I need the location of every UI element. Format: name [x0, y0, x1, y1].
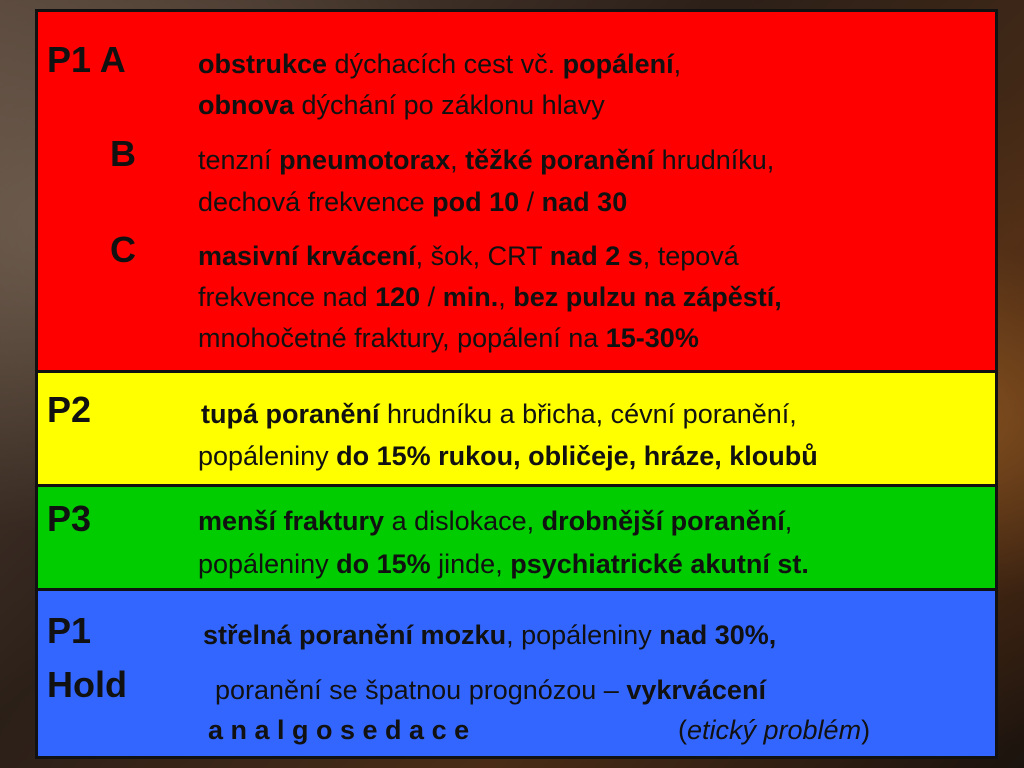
p2-line-2: [198, 440, 818, 472]
p1-a-line-2: [198, 89, 605, 121]
label-p1-a: P1 A: [47, 39, 126, 80]
text-segment: /: [519, 187, 542, 217]
text-segment: pod 10: [432, 187, 520, 217]
text-segment: a dislokace,: [384, 506, 542, 536]
text-segment: frekvence nad: [198, 282, 376, 312]
text-segment: dýchacích cest vč.: [327, 49, 563, 79]
text-segment: nad 30%,: [659, 620, 777, 650]
text-segment: drobnější poranění: [541, 506, 785, 536]
p1-c-line-1: [198, 240, 739, 272]
label-p1-hold-p1: P1: [47, 610, 92, 651]
text-segment: ,: [498, 282, 514, 312]
text-segment: bez pulzu na zápěstí,: [513, 282, 782, 312]
text-segment: do 15% rukou, obličeje, hráze, kloubů: [336, 441, 818, 471]
text-segment: , šok, CRT: [415, 241, 550, 271]
text-segment: menší fraktury: [198, 506, 385, 536]
text-segment: nad 30: [541, 187, 628, 217]
text-segment: střelná poranění mozku: [203, 620, 507, 650]
text-segment: psychiatrické akutní st.: [510, 549, 809, 579]
text-segment: min.: [442, 282, 499, 312]
text-segment: dýchání po záklonu hlavy: [294, 90, 605, 120]
text-segment: popálení: [562, 49, 674, 79]
text-segment: jinde,: [430, 549, 511, 579]
text-segment: hrudníku,: [654, 145, 775, 175]
text-segment: ,: [784, 506, 793, 536]
text-segment: tupá poranění: [201, 399, 380, 429]
text-segment: , tepová: [642, 241, 739, 271]
text-segment: obnova: [198, 90, 295, 120]
label-p1-b: B: [110, 133, 136, 174]
p4-line-2: [215, 674, 766, 706]
text-segment: popáleniny: [198, 441, 337, 471]
p4-line-3-analgosedace: a n a l g o s e d a c e: [208, 715, 470, 745]
text-segment: /: [420, 282, 443, 312]
label-p3: P3: [47, 498, 92, 539]
text-segment: hrudníku a břicha, cévní poranění,: [379, 399, 797, 429]
text-segment: obstrukce: [198, 49, 328, 79]
p1-c-line-2: [198, 281, 782, 313]
text-segment: popáleniny: [198, 549, 337, 579]
text-segment: těžké poranění: [465, 145, 655, 175]
text-segment: vykrvácení: [626, 675, 766, 705]
p1-a-line-1: [198, 48, 681, 80]
p1-c-line-3: [198, 322, 699, 354]
text-segment: tenzní: [198, 145, 280, 175]
p4-line-1: [203, 619, 776, 651]
text-segment: ,: [673, 49, 682, 79]
p1-b-line-1: [198, 144, 774, 176]
text-segment: do 15%: [336, 549, 431, 579]
p4-line-3-ethics: (etický problém): [678, 715, 871, 745]
priority-p1-panel: [38, 12, 995, 370]
label-p2: P2: [47, 389, 92, 430]
text-segment: 15-30%: [605, 323, 699, 353]
priority-p1-hold-panel: [38, 591, 995, 756]
label-p1-hold-hold: Hold: [47, 664, 127, 705]
text-segment: dechová frekvence: [198, 187, 433, 217]
priority-p3-panel: [38, 487, 995, 588]
text-segment: pneumotorax: [279, 145, 451, 175]
p3-line-2: [198, 548, 809, 580]
text-segment: , popáleniny: [506, 620, 660, 650]
p1-b-line-2: [198, 186, 627, 218]
label-p1-c: C: [110, 229, 136, 270]
text-segment: masivní krvácení: [198, 241, 416, 271]
p3-line-1: [198, 505, 792, 537]
text-segment: ,: [450, 145, 466, 175]
text-segment: 120: [375, 282, 421, 312]
text-segment: mnohočetné fraktury, popálení na: [198, 323, 606, 353]
text-segment: nad 2 s: [549, 241, 643, 271]
text-segment: poranění se špatnou prognózou –: [215, 675, 627, 705]
p2-line-1: [201, 398, 797, 430]
priority-p2-panel: [38, 373, 995, 484]
